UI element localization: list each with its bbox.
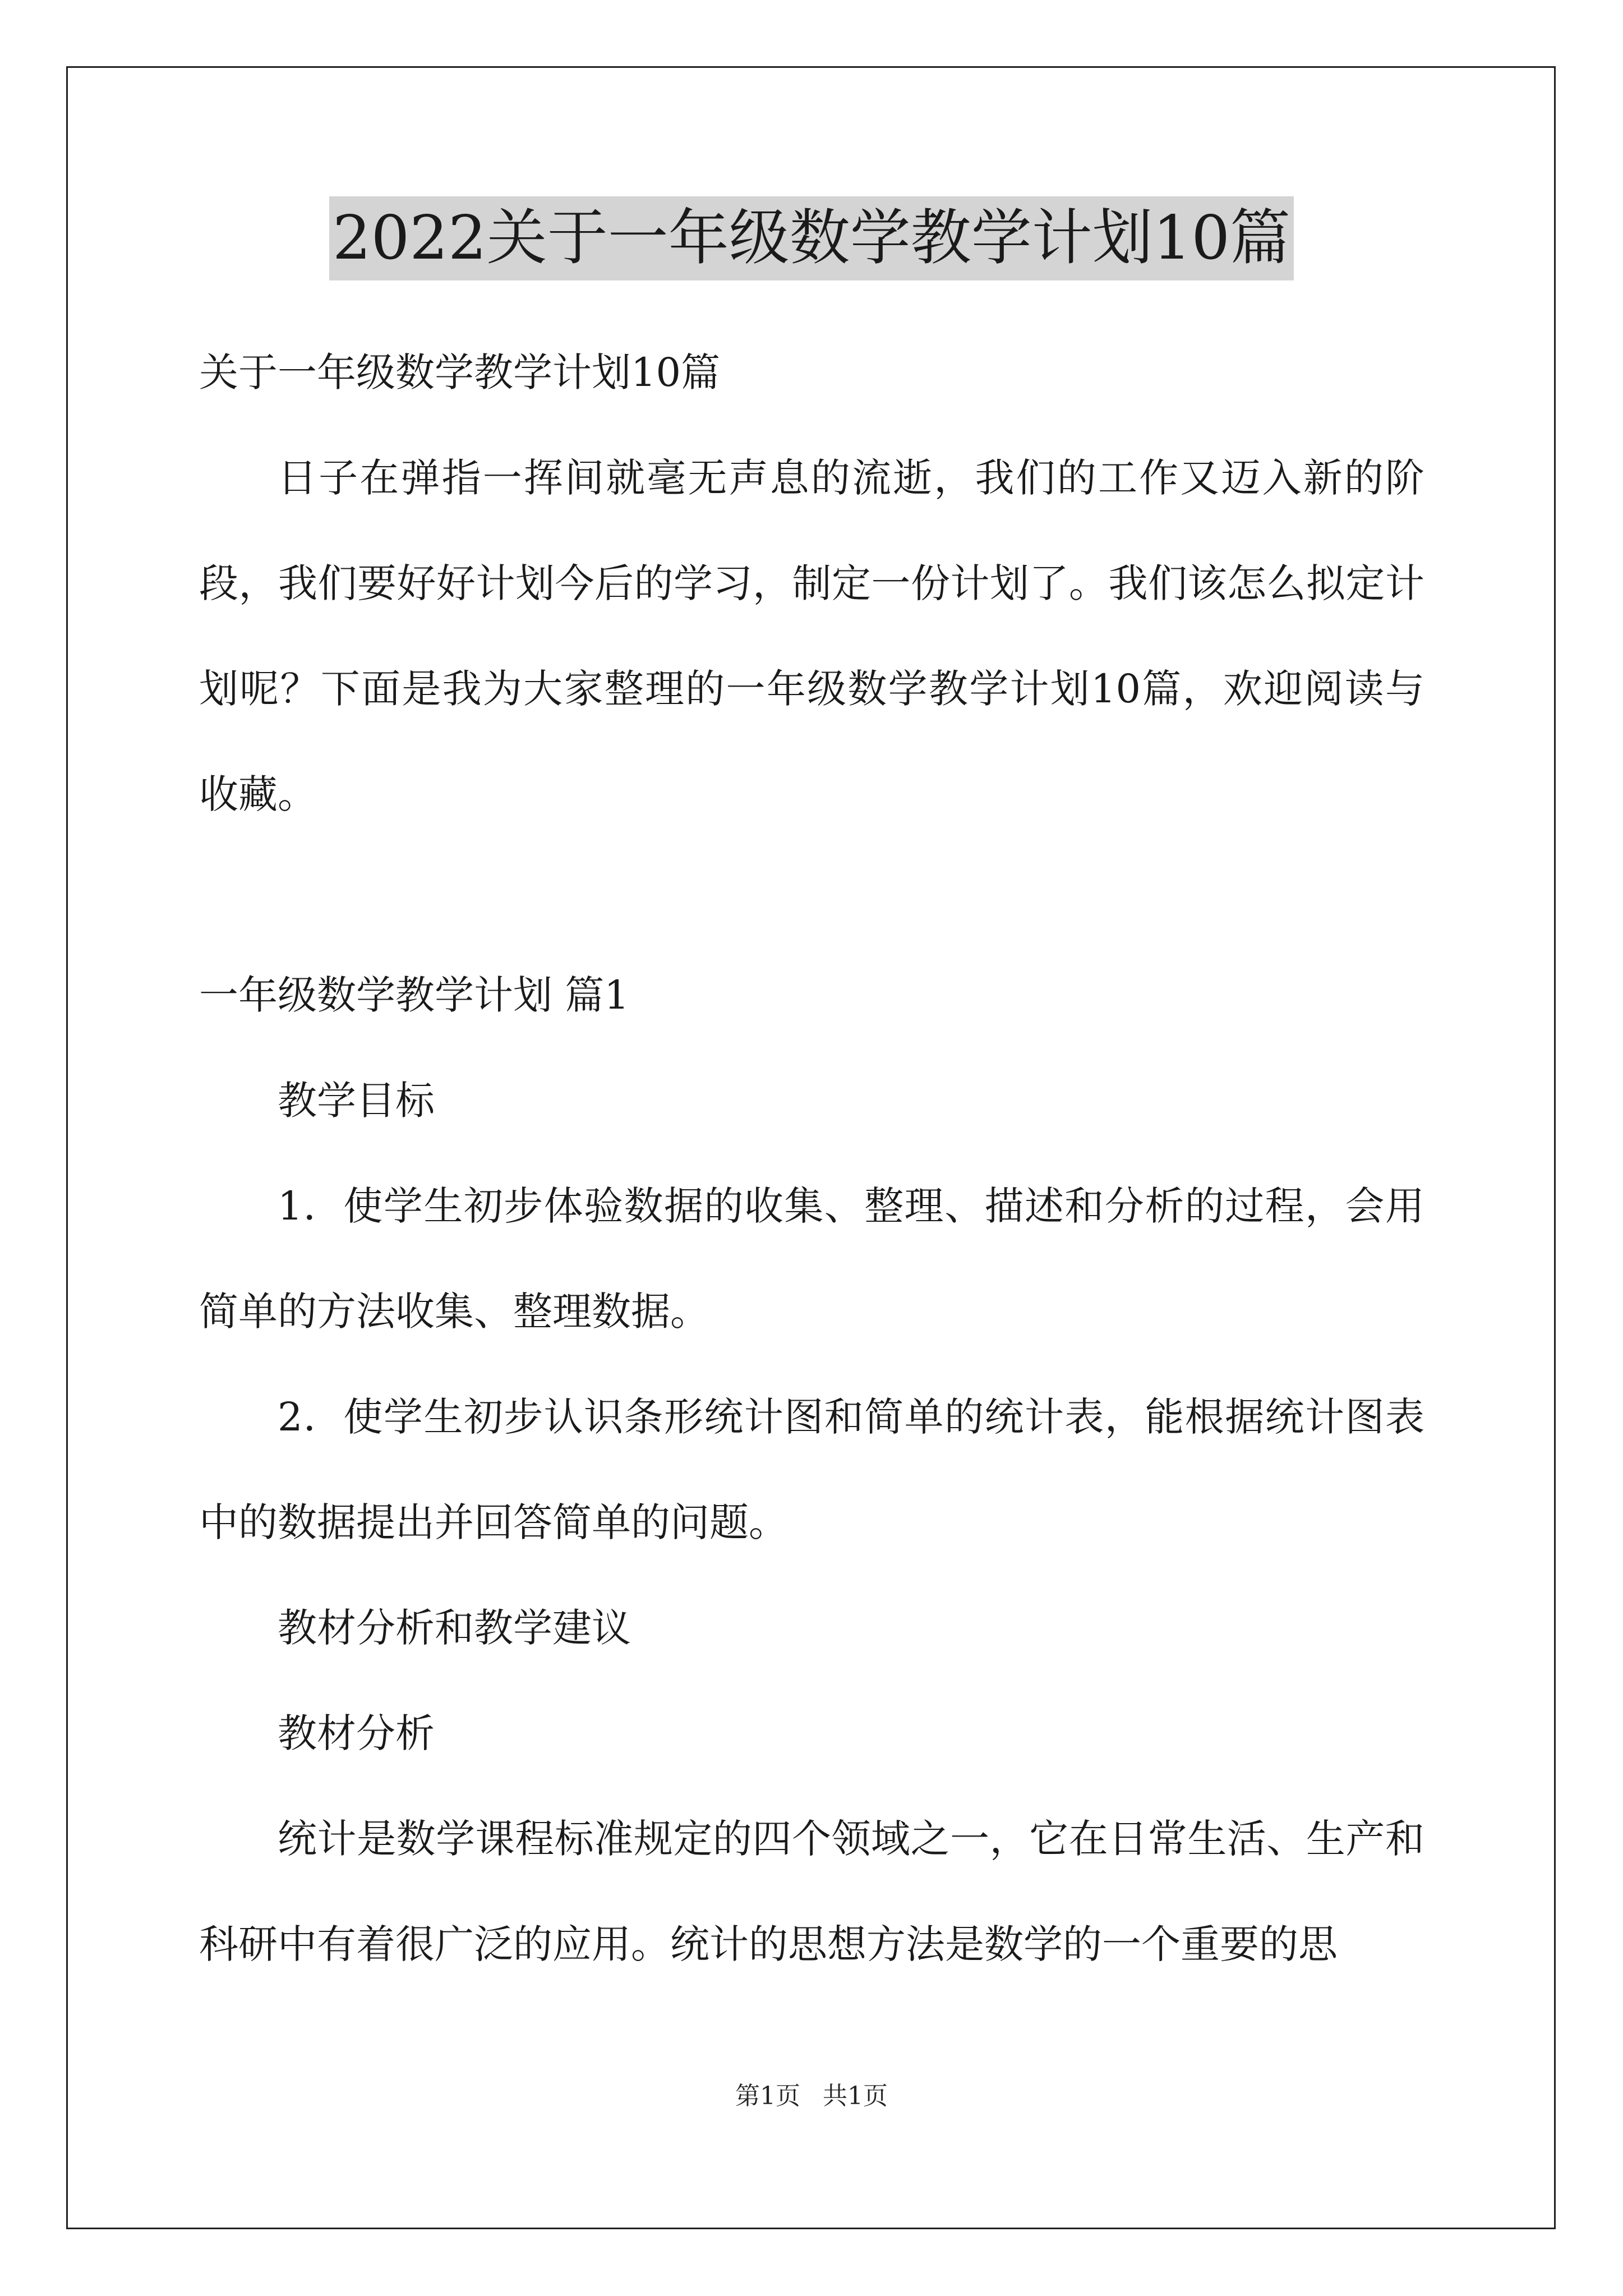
- analysis-paragraph: 统计是数学课程标准规定的四个领域之一，它在日常生活、生产和科研中有着很广泛的应用。统计的思想方法是数学的一个重要的思: [199, 1816, 1424, 1967]
- title-container: [0, 196, 1623, 280]
- goal-item-1: 1．使学生初步体验数据的收集、整理、描述和分析的过程，会用简单的方法收集、整理数据。: [199, 1183, 1424, 1335]
- page-footer: [0, 2076, 1623, 2111]
- page-number: 第1页: [735, 2082, 800, 2110]
- document-body: [199, 320, 1424, 1997]
- intro-paragraph: 日子在弹指一挥间就毫无声息的流逝，我们的工作又迈入新的阶段，我们要好好计划今后的学习，制定一份计划了。我们该怎么拟定计划呢？下面是我为大家整理的一年级数学教学计划10篇，欢迎阅读与收藏。: [199, 455, 1424, 817]
- analysis-heading: 教材分析和教学建议: [278, 1605, 631, 1651]
- analysis-subheading: 教材分析: [278, 1710, 435, 1756]
- section-heading: 一年级数学教学计划 篇1: [199, 972, 629, 1018]
- goal-item-2: 2．使学生初步认识条形统计图和简单的统计表，能根据统计图表中的数据提出并回答简单的问题。: [199, 1394, 1424, 1545]
- page-total: 共1页: [823, 2082, 888, 2110]
- goal-heading: 教学目标: [278, 1078, 435, 1124]
- document-subtitle: 关于一年级数学教学计划10篇: [199, 349, 721, 395]
- section-gap: [199, 847, 1424, 942]
- document-title: 2022关于一年级数学教学计划10篇: [329, 196, 1294, 280]
